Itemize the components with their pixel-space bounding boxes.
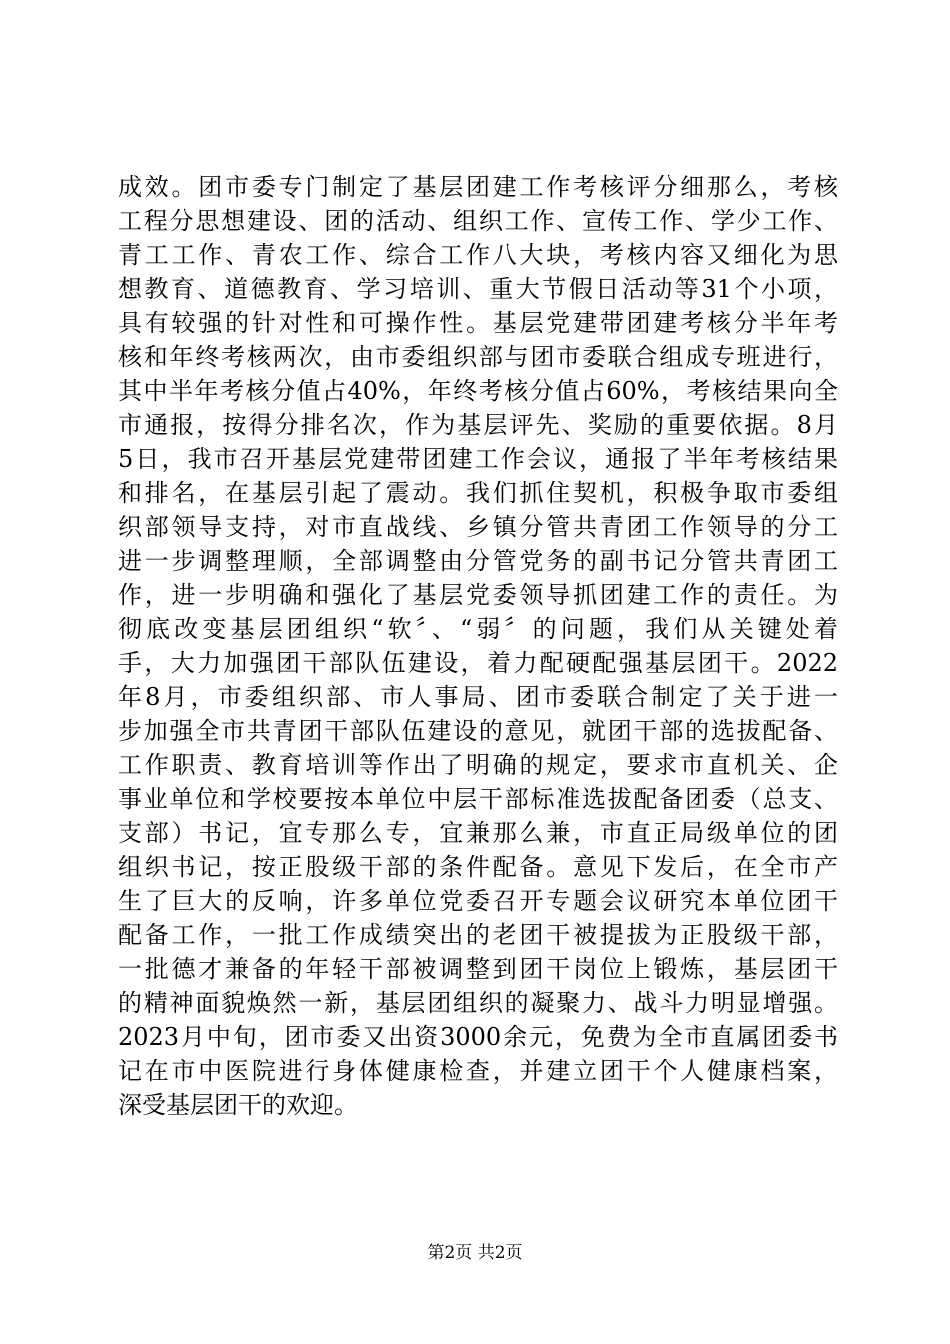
text-line: 彻底改变基层团组织“软〞、“弱〞的问题，我们从关键处着 bbox=[118, 615, 838, 643]
text-line: 想教育、道德教育、学习培训、重大节假日活动等31个小项， bbox=[118, 275, 838, 303]
text-line: 生了巨大的反响，许多单位党委召开专题会议研究本单位团干 bbox=[118, 887, 838, 915]
page-footer: 第2页 共2页 bbox=[427, 1243, 523, 1263]
text-line: 的精神面貌焕然一新，基层团组织的凝聚力、战斗力明显增强。 bbox=[118, 989, 838, 1017]
text-line: 一批德才兼备的年轻干部被调整到团干岗位上锻炼，基层团干 bbox=[118, 955, 838, 983]
text-line: 核和年终考核两次，由市委组织部与团市委联合组成专班进行， bbox=[118, 343, 838, 371]
text-line: 作，进一步明确和强化了基层党委领导抓团建工作的责任。为 bbox=[118, 581, 838, 609]
text-line: 和排名，在基层引起了震动。我们抓住契机，积极争取市委组 bbox=[118, 479, 838, 507]
text-line: 5日，我市召开基层党建带团建工作会议，通报了半年考核结果 bbox=[118, 445, 838, 473]
text-line: 组织书记，按正股级干部的条件配备。意见下发后，在全市产 bbox=[118, 853, 838, 881]
text-line: 成效。团市委专门制定了基层团建工作考核评分细那么，考核 bbox=[118, 173, 838, 201]
text-line: 手，大力加强团干部队伍建设，着力配硬配强基层团干。2022 bbox=[118, 649, 838, 677]
text-line: 深受基层团干的欢迎。 bbox=[118, 1091, 358, 1119]
text-line: 支部）书记，宜专那么专，宜兼那么兼，市直正局级单位的团 bbox=[118, 819, 838, 847]
text-line: 具有较强的针对性和可操作性。基层党建带团建考核分半年考 bbox=[118, 309, 838, 337]
text-line: 事业单位和学校要按本单位中层干部标准选拔配备团委（总支、 bbox=[118, 785, 838, 813]
text-line: 其中半年考核分值占40%，年终考核分值占60%，考核结果向全 bbox=[118, 377, 838, 405]
text-line: 织部领导支持，对市直战线、乡镇分管共青团工作领导的分工 bbox=[118, 513, 838, 541]
text-line: 青工工作、青农工作、综合工作八大块，考核内容又细化为思 bbox=[118, 241, 838, 269]
text-line: 步加强全市共青团干部队伍建设的意见，就团干部的选拔配备、 bbox=[118, 717, 838, 745]
text-line: 配备工作，一批工作成绩突出的老团干被提拔为正股级干部， bbox=[118, 921, 838, 949]
text-line: 记在市中医院进行身体健康检查，并建立团干个人健康档案， bbox=[118, 1057, 838, 1085]
text-line: 工程分思想建设、团的活动、组织工作、宣传工作、学少工作、 bbox=[118, 207, 838, 235]
text-line: 年8月，市委组织部、市人事局、团市委联合制定了关于进一 bbox=[118, 683, 838, 711]
text-line: 市通报，按得分排名次，作为基层评先、奖励的重要依据。8月 bbox=[118, 411, 838, 439]
text-line: 进一步调整理顺，全部调整由分管党务的副书记分管共青团工 bbox=[118, 547, 838, 575]
text-line: 工作职责、教育培训等作出了明确的规定，要求市直机关、企 bbox=[118, 751, 838, 779]
body-text bbox=[118, 170, 838, 1122]
text-line: 2023月中旬，团市委又出资3000余元，免费为全市直属团委书 bbox=[118, 1023, 838, 1051]
